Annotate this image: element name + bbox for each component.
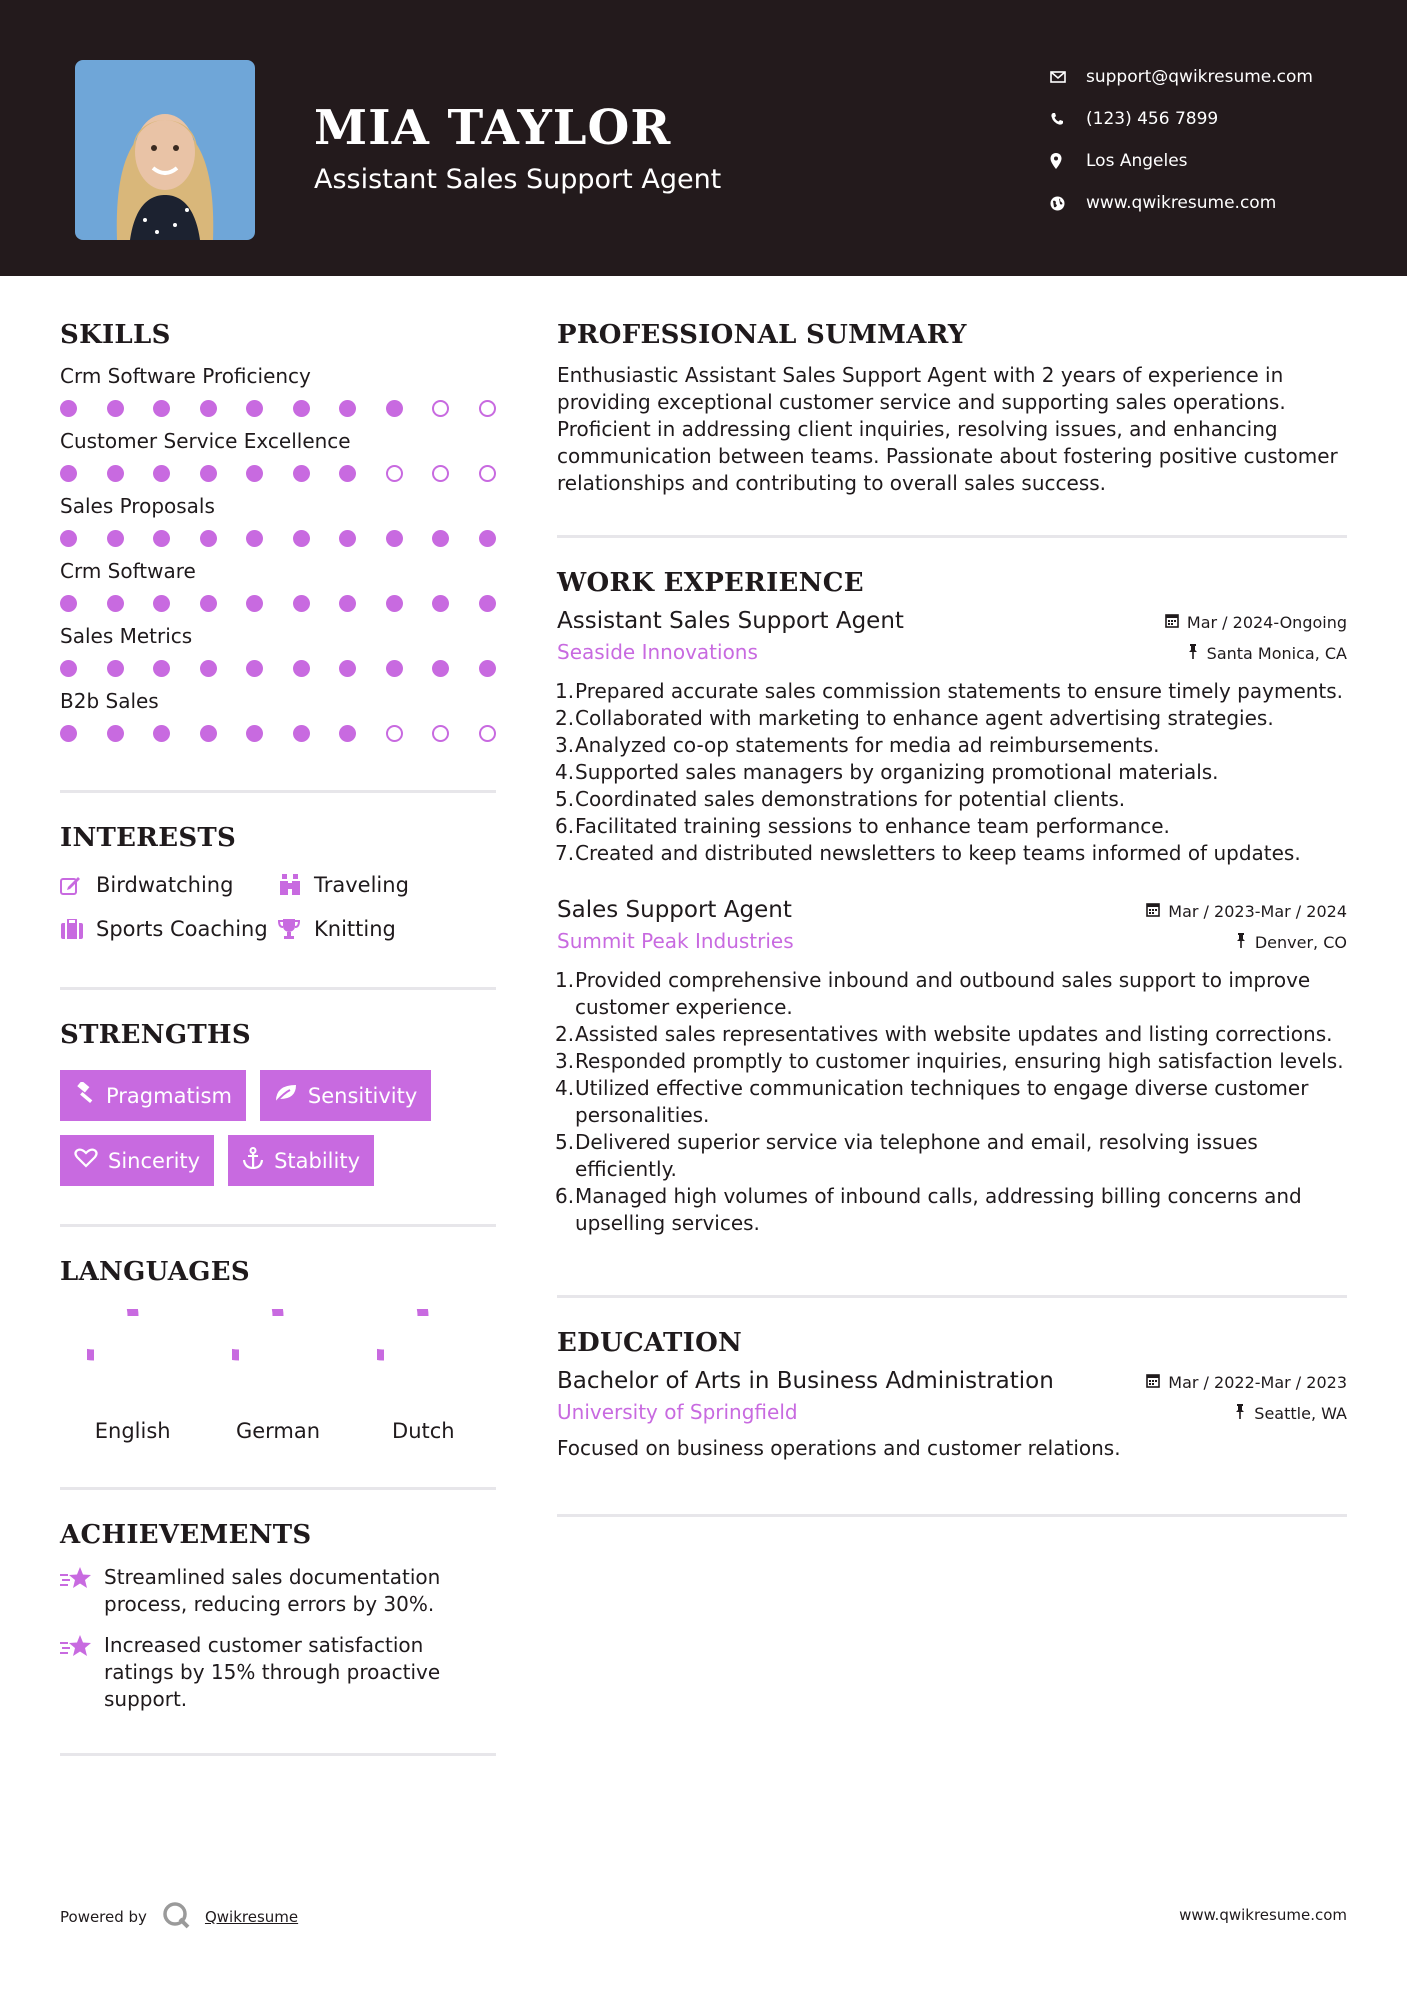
resume-header — [0, 0, 1407, 276]
star-icon — [60, 1564, 104, 1618]
rating-dot-filled — [107, 660, 124, 677]
rating-dot-filled — [60, 465, 77, 482]
interest-item: Traveling — [278, 873, 496, 897]
contact-email[interactable]: support@qwikresume.com — [1050, 56, 1313, 98]
language-name: English — [94, 1419, 171, 1443]
rating-dot-filled — [200, 595, 217, 612]
globe-icon — [1050, 196, 1086, 211]
binoculars-icon — [278, 874, 314, 896]
rating-dot-filled — [60, 660, 77, 677]
summary-section — [557, 320, 1347, 497]
skill-rating — [60, 465, 496, 482]
briefcase-icon — [60, 919, 96, 939]
rating-dot-empty — [479, 725, 496, 742]
job-bullets — [557, 678, 1347, 867]
job-bullet: Coordinated sales demonstrations for potential clients. — [575, 787, 1126, 811]
rating-dot-filled — [339, 660, 356, 677]
rating-dot-filled — [432, 660, 449, 677]
company-name: Seaside Innovations — [557, 640, 758, 664]
job-title: Sales Support Agent — [557, 897, 792, 923]
language-level-arc — [87, 1309, 133, 1355]
contact-location: Los Angeles — [1050, 140, 1313, 182]
skill-rating — [60, 595, 496, 612]
language-level-ring — [87, 1309, 179, 1401]
language-item — [205, 1309, 350, 1443]
job-entry — [557, 897, 1347, 1237]
degree-title: Bachelor of Arts in Business Administration — [557, 1368, 1054, 1394]
job-bullet: Utilized effective communication techniques to engage diverse customer personalities. — [575, 1076, 1309, 1127]
heart-icon — [74, 1148, 98, 1173]
rating-dot-filled — [293, 595, 310, 612]
rating-dot-filled — [200, 725, 217, 742]
strength-tag: Stability — [228, 1135, 374, 1186]
strengths-list — [60, 1070, 480, 1186]
experience-section — [557, 568, 1347, 1237]
skill-name: Customer Service Excellence — [60, 429, 351, 453]
job-bullet: Delivered superior service via telephone and email, resolving issues efficiently. — [575, 1130, 1258, 1181]
job-bullet: Analyzed co-op statements for media ad reimbursements. — [575, 733, 1160, 757]
map-pin-icon — [1050, 153, 1086, 169]
language-level-ring — [232, 1309, 324, 1401]
rating-dot-filled — [153, 530, 170, 547]
calendar-icon — [1146, 1373, 1160, 1392]
rating-dot-empty — [386, 465, 403, 482]
rating-dot-empty — [432, 725, 449, 742]
language-name: Dutch — [392, 1419, 455, 1443]
language-item — [60, 1309, 205, 1443]
calendar-icon — [1146, 902, 1160, 921]
rating-dot-filled — [293, 530, 310, 547]
pin-icon — [1234, 1404, 1246, 1423]
rating-dot-empty — [479, 465, 496, 482]
summary-title: PROFESSIONAL SUMMARY — [557, 320, 967, 350]
summary-text: Enthusiastic Assistant Sales Support Agent with 2 years of experience in providing exceptional customer service and supporting sales operations. Proficient in addressing client inquiries, resolving issues, and enhancing communication between teams. Passionate about fostering positive customer relationships and contributing to overall sales success. — [557, 363, 1338, 495]
edit-icon — [60, 875, 96, 895]
rating-dot-filled — [293, 725, 310, 742]
language-level-arc — [232, 1309, 278, 1355]
rating-dot-filled — [479, 530, 496, 547]
rating-dot-filled — [153, 595, 170, 612]
trophy-icon — [278, 918, 314, 940]
job-list — [557, 608, 1347, 1237]
phone-icon — [1050, 112, 1086, 126]
rating-dot-filled — [246, 660, 263, 677]
languages-list — [60, 1309, 496, 1443]
job-entry — [557, 608, 1347, 867]
skills-list — [60, 364, 496, 742]
right-column — [557, 320, 1347, 1517]
rating-dot-filled — [246, 530, 263, 547]
strengths-title: STRENGTHS — [60, 1020, 251, 1050]
achievements-section — [60, 1520, 496, 1713]
interest-item: Sports Coaching — [60, 917, 278, 941]
envelope-icon — [1050, 71, 1086, 83]
anchor-icon — [242, 1147, 264, 1174]
job-bullet: Prepared accurate sales commission statements to ensure timely payments. — [575, 679, 1344, 703]
interest-item: Knitting — [278, 917, 496, 941]
experience-title: WORK EXPERIENCE — [557, 568, 864, 598]
skill-name: Crm Software — [60, 559, 196, 583]
footer-powered-by: Powered by Qwikresume — [60, 1900, 298, 1934]
rating-dot-filled — [246, 400, 263, 417]
rating-dot-filled — [107, 465, 124, 482]
achievement-item: Increased customer satisfaction ratings by 15% through proactive support. — [60, 1632, 496, 1713]
skill-rating — [60, 660, 496, 677]
education-description: Focused on business operations and customer relations. — [557, 1436, 1121, 1460]
language-level-ring — [377, 1309, 469, 1401]
rating-dot-filled — [339, 595, 356, 612]
rating-dot-filled — [153, 725, 170, 742]
skill-name: B2b Sales — [60, 689, 159, 713]
section-divider — [557, 1295, 1347, 1298]
rating-dot-filled — [479, 595, 496, 612]
school-name: University of Springfield — [557, 1400, 798, 1424]
rating-dot-filled — [246, 725, 263, 742]
pin-icon — [1187, 644, 1199, 663]
gavel-icon — [74, 1082, 96, 1109]
skill-rating — [60, 725, 496, 742]
section-divider — [557, 535, 1347, 538]
rating-dot-filled — [60, 400, 77, 417]
contact-website[interactable]: www.qwikresume.com — [1050, 182, 1313, 224]
rating-dot-filled — [153, 400, 170, 417]
job-bullet: Managed high volumes of inbound calls, addressing billing concerns and upselling services. — [575, 1184, 1302, 1235]
profile-photo — [75, 60, 255, 240]
footer-url[interactable]: www.qwikresume.com — [1179, 1906, 1347, 1924]
rating-dot-filled — [107, 400, 124, 417]
rating-dot-filled — [386, 400, 403, 417]
job-bullet: Provided comprehensive inbound and outbound sales support to improve customer experience. — [575, 968, 1311, 1019]
strength-tag: Sensitivity — [260, 1070, 431, 1121]
rating-dot-filled — [432, 530, 449, 547]
rating-dot-filled — [339, 725, 356, 742]
star-icon — [60, 1632, 104, 1713]
company-name: Summit Peak Industries — [557, 929, 794, 953]
education-dates: Mar / 2022-Mar / 2023 — [1168, 1373, 1347, 1392]
skill-name: Sales Proposals — [60, 494, 215, 518]
rating-dot-filled — [107, 725, 124, 742]
skill-rating — [60, 400, 496, 417]
interests-list — [60, 873, 496, 941]
skill-name: Crm Software Proficiency — [60, 364, 311, 388]
interests-title: INTERESTS — [60, 823, 237, 853]
rating-dot-filled — [200, 660, 217, 677]
rating-dot-filled — [432, 595, 449, 612]
leaf-icon — [274, 1083, 298, 1108]
rating-dot-empty — [432, 400, 449, 417]
skills-section — [60, 320, 496, 742]
rating-dot-filled — [107, 595, 124, 612]
job-location: Santa Monica, CA — [1206, 644, 1347, 663]
rating-dot-filled — [339, 465, 356, 482]
rating-dot-filled — [246, 595, 263, 612]
job-bullet: Collaborated with marketing to enhance agent advertising strategies. — [575, 706, 1274, 730]
job-bullet: Supported sales managers by organizing promotional materials. — [575, 760, 1219, 784]
education-section — [557, 1328, 1347, 1460]
rating-dot-filled — [479, 660, 496, 677]
left-column — [60, 320, 496, 1756]
languages-title: LANGUAGES — [60, 1257, 250, 1287]
achievements-title: ACHIEVEMENTS — [60, 1520, 312, 1550]
job-dates: Mar / 2023-Mar / 2024 — [1168, 902, 1347, 921]
job-bullets — [557, 967, 1347, 1237]
rating-dot-filled — [293, 465, 310, 482]
skill-rating — [60, 530, 496, 547]
rating-dot-empty — [386, 725, 403, 742]
pin-icon — [1235, 933, 1247, 952]
language-item — [351, 1309, 496, 1443]
job-bullet: Facilitated training sessions to enhance team performance. — [575, 814, 1170, 838]
rating-dot-filled — [60, 595, 77, 612]
rating-dot-empty — [432, 465, 449, 482]
job-location: Denver, CO — [1254, 933, 1347, 952]
rating-dot-empty — [479, 400, 496, 417]
candidate-name: MIA TAYLOR — [314, 100, 672, 156]
rating-dot-filled — [386, 530, 403, 547]
calendar-icon — [1165, 613, 1179, 632]
section-divider — [60, 1224, 496, 1227]
achievement-item: Streamlined sales documentation process, reducing errors by 30%. — [60, 1564, 496, 1618]
rating-dot-filled — [60, 725, 77, 742]
job-dates: Mar / 2024-Ongoing — [1186, 613, 1347, 632]
rating-dot-filled — [153, 660, 170, 677]
section-divider — [60, 790, 496, 793]
rating-dot-filled — [60, 530, 77, 547]
education-title: EDUCATION — [557, 1328, 743, 1358]
section-divider — [557, 1514, 1347, 1517]
rating-dot-filled — [246, 465, 263, 482]
rating-dot-filled — [153, 465, 170, 482]
qwikresume-link[interactable]: Qwikresume — [204, 1908, 299, 1926]
rating-dot-filled — [339, 530, 356, 547]
section-divider — [60, 987, 496, 990]
section-divider — [60, 1753, 496, 1756]
rating-dot-filled — [386, 660, 403, 677]
strength-tag: Pragmatism — [60, 1070, 246, 1121]
rating-dot-filled — [293, 400, 310, 417]
interest-item: Birdwatching — [60, 873, 278, 897]
job-bullet: Created and distributed newsletters to keep teams informed of updates. — [575, 841, 1301, 865]
strengths-section — [60, 1020, 496, 1186]
rating-dot-filled — [200, 400, 217, 417]
languages-section — [60, 1257, 496, 1443]
rating-dot-filled — [107, 530, 124, 547]
language-name: German — [235, 1419, 321, 1443]
strength-tag: Sincerity — [60, 1135, 214, 1186]
interests-section — [60, 823, 496, 941]
contact-phone[interactable]: (123) 456 7899 — [1050, 98, 1313, 140]
rating-dot-filled — [293, 660, 310, 677]
job-title: Assistant Sales Support Agent — [557, 608, 904, 634]
qwikresume-logo-icon — [161, 1900, 191, 1934]
section-divider — [60, 1487, 496, 1490]
rating-dot-filled — [339, 400, 356, 417]
education-location: Seattle, WA — [1254, 1404, 1347, 1423]
language-level-arc — [377, 1309, 423, 1355]
skills-title: SKILLS — [60, 320, 171, 350]
job-bullet: Assisted sales representatives with website updates and listing corrections. — [575, 1022, 1333, 1046]
rating-dot-filled — [386, 595, 403, 612]
candidate-role: Assistant Sales Support Agent — [314, 164, 722, 195]
rating-dot-filled — [200, 530, 217, 547]
rating-dot-filled — [200, 465, 217, 482]
job-bullet: Responded promptly to customer inquiries, ensuring high satisfaction levels. — [575, 1049, 1344, 1073]
skill-name: Sales Metrics — [60, 624, 193, 648]
contact-list — [1050, 56, 1313, 224]
